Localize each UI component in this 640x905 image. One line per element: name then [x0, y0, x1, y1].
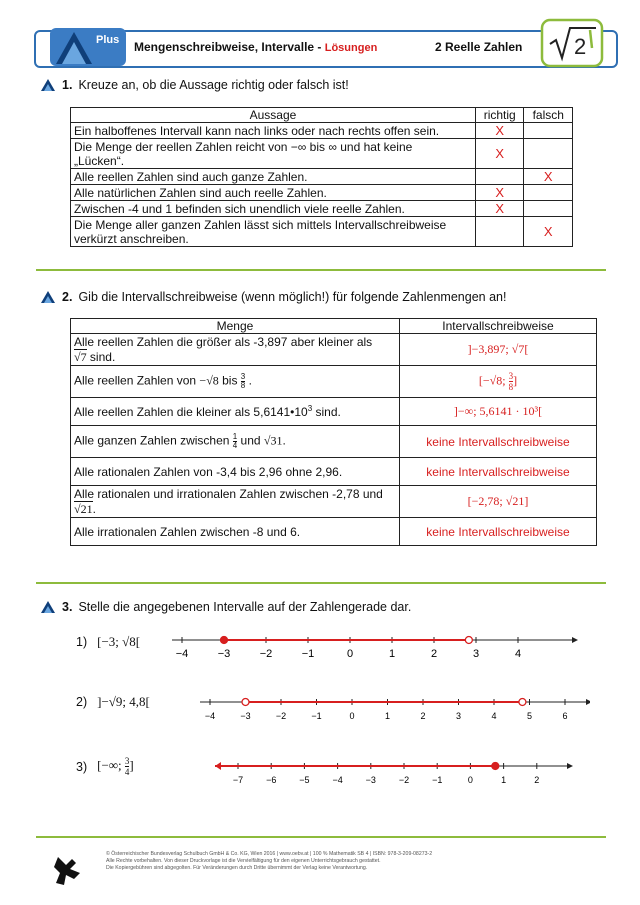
correct-cell[interactable] [475, 169, 524, 185]
tick-label: −4 [204, 711, 216, 721]
interval-text: ]−√9; 4,8[ [97, 694, 150, 709]
table-row [71, 518, 597, 546]
col-header-correct: richtig [475, 108, 524, 123]
set-text: Alle reellen Zahlen die kleiner als 5,6141•10 [74, 405, 308, 419]
table-row [71, 366, 597, 398]
closed-endpoint [492, 763, 499, 770]
set-text: . [92, 501, 96, 516]
exponent: 3 [307, 404, 313, 413]
number-line-1 [170, 628, 580, 668]
triangle-icon [40, 290, 56, 304]
tick-label: 2 [420, 711, 426, 721]
tick-label: −4 [175, 648, 189, 660]
open-endpoint [242, 699, 249, 706]
denominator: 8 [508, 382, 514, 392]
tick-label: −1 [432, 775, 443, 785]
sqrt-badge-icon [540, 18, 606, 68]
interval-text: [−3; √8[ [97, 634, 141, 649]
statement-cell [71, 185, 476, 201]
set-text: sind. [312, 405, 341, 419]
task-number: 2. [62, 290, 73, 304]
interval-answer: keine Intervallschreibweise [400, 518, 597, 546]
interval-answer: ]−3,897; √7[ [400, 334, 597, 366]
sqrt-term: √7 [74, 349, 87, 364]
page-title [134, 40, 377, 54]
item-number: 3) [76, 759, 88, 774]
chapter-title: 2 Reelle Zahlen [435, 40, 523, 54]
statement-text: Ein halboffenes Intervall kann nach links oder nach rechts offen sein. [74, 123, 440, 138]
tick-label: −1 [301, 648, 315, 660]
tick-label: 5 [526, 711, 533, 721]
set-text: . [282, 433, 286, 448]
statement-text: verkürzt anschreiben. [74, 231, 189, 246]
closed-endpoint [221, 637, 228, 644]
item-number: 1) [76, 635, 88, 649]
footer-line: © Österreichischer Bundesverlag Schulbuch GmbH & Co. KG, Wien 2016 | www.oebv.at | 100 % Mathematik SB 4 | ISBN: 978-3-209-08273-2 [106, 851, 433, 857]
set-text: Alle ganzen Zahlen zwischen [74, 433, 233, 448]
tick-label: −3 [240, 711, 251, 721]
numerator: 3 [124, 756, 130, 766]
table-row [71, 458, 597, 486]
table-row [71, 169, 573, 185]
set-text: Alle rationalen und irrationalen Zahlen zwischen -2,78 und [74, 486, 383, 501]
triangle-icon [40, 600, 56, 614]
statement-text: Alle natürlichen Zahlen sind auch reelle Zahlen. [74, 185, 327, 200]
denominator: 4 [124, 767, 130, 777]
sqrt-term: √31 [263, 433, 283, 448]
table-row [71, 185, 573, 201]
set-text: und [237, 433, 264, 448]
interval-answer: ]−∞; 5,6141 · 10³[ [400, 398, 597, 426]
tick-label: −2 [398, 775, 410, 785]
col-header-interval: Intervallschreibweise [400, 319, 597, 334]
denominator: 8 [240, 381, 246, 390]
tick-label: 3 [472, 648, 480, 660]
set-cell: Alle rationalen Zahlen von -3,4 bis 2,96 ohne 2,96. [71, 458, 400, 486]
triangle-icon [40, 78, 56, 92]
set-cell: Alle irrationalen Zahlen zwischen -8 und 6. [71, 518, 400, 546]
statement-text: Die Menge aller ganzen Zahlen lässt sich mittels Intervallschreibweise [74, 217, 447, 232]
sqrt-term: √21 [74, 501, 93, 516]
set-text: Alle reellen Zahlen die größer als -3,897 aber kleiner als [74, 334, 373, 349]
statement-cell [71, 201, 476, 217]
tick-label: 2 [534, 775, 540, 785]
col-header-set: Menge [71, 319, 400, 334]
statement-text: Die Menge der reellen Zahlen reicht von −∞ bis ∞ und hat keine [74, 139, 413, 154]
section-divider [36, 582, 606, 584]
statement-text: Zwischen -4 und 1 befinden sich unendlich viele reelle Zahlen. [74, 201, 405, 216]
tick-label: 0 [346, 648, 354, 660]
section-divider [36, 836, 606, 838]
open-endpoint [519, 699, 526, 706]
set-text: Alle reellen Zahlen von [74, 373, 200, 388]
number-line-2 [190, 690, 590, 730]
item-number: 2) [76, 695, 88, 709]
answer-part: ] [513, 373, 518, 388]
task-instruction: Stelle die angegebenen Intervalle auf der Zahlengerade dar. [78, 600, 412, 614]
task-3-heading [40, 600, 411, 614]
open-endpoint [465, 637, 472, 644]
set-text: sind. [86, 349, 116, 364]
numerator: 3 [240, 372, 246, 381]
tick-label: −7 [232, 775, 244, 785]
statements-table [70, 107, 573, 247]
interval-text [97, 756, 134, 777]
correct-cell[interactable]: X [475, 185, 524, 201]
numerator: 3 [508, 371, 514, 381]
tick-label: −3 [365, 775, 376, 785]
interval-label-1 [76, 634, 140, 650]
statement-cell [71, 139, 476, 169]
tick-label: 0 [467, 775, 473, 785]
interval-answer: [−2,78; √21] [400, 486, 597, 518]
tick-label: 4 [491, 711, 497, 721]
tick-label: −1 [311, 711, 322, 721]
tick-label: −3 [217, 648, 231, 660]
table-row [71, 398, 597, 426]
tick-label: 2 [430, 648, 438, 660]
section-divider [36, 269, 606, 271]
sqrt-term: −√8 [199, 373, 219, 388]
tick-label: −5 [299, 775, 310, 785]
interval-part: [−∞; [97, 757, 125, 773]
tick-label: −2 [275, 711, 287, 721]
statement-cell [71, 217, 476, 247]
footer-text [106, 851, 576, 872]
set-cell [71, 426, 400, 458]
footer-line: Alle Rechte vorbehalten. Von dieser Druckvorlage ist die Vervielfältigung für den eigenen Unterrichtsgebrauch gestattet. [106, 858, 381, 864]
correct-cell[interactable]: X [475, 201, 524, 217]
set-cell [71, 366, 400, 398]
correct-cell[interactable] [475, 217, 524, 247]
tick-label: −4 [332, 775, 343, 785]
svg-text:2: 2 [574, 34, 587, 59]
set-text: bis [218, 373, 241, 388]
correct-cell[interactable]: X [475, 123, 524, 139]
answer-part: [−√8; [478, 373, 509, 388]
wrong-cell[interactable] [524, 185, 573, 201]
statement-cell [71, 123, 476, 139]
wrong-cell[interactable] [524, 201, 573, 217]
interval-answer [400, 366, 597, 398]
table-row [71, 486, 597, 518]
tick-label: 4 [514, 648, 522, 660]
table-row [71, 426, 597, 458]
footer-line: Die Kopiergebühren sind abgegolten. Für Veränderungen durch Dritte übernimmt der Verlag keine Verantwortung. [106, 865, 368, 871]
numerator: 1 [232, 432, 238, 441]
axis-arrow [567, 763, 573, 769]
table-row [71, 334, 597, 366]
statement-text: „Lücken“. [74, 153, 125, 168]
solutions-label: Lösungen [324, 42, 378, 54]
task-instruction: Kreuze an, ob die Aussage richtig oder falsch ist! [78, 78, 349, 92]
interval-part: ] [129, 757, 134, 773]
table-row [71, 139, 573, 169]
interval-label-3 [76, 756, 134, 777]
set-cell [71, 486, 400, 518]
col-header-wrong: falsch [524, 108, 573, 123]
wrong-cell[interactable] [524, 139, 573, 169]
task-1-heading [40, 78, 349, 92]
denominator: 4 [232, 441, 238, 450]
task-number: 1. [62, 78, 73, 92]
number-line-3 [205, 752, 575, 792]
correct-cell[interactable]: X [475, 139, 524, 169]
tick-label: 3 [455, 711, 462, 721]
tick-label: 1 [384, 711, 391, 721]
intervals-table [70, 318, 597, 546]
plus-logo [48, 24, 128, 70]
table-row [71, 123, 573, 139]
logo-text: Plus [96, 34, 120, 46]
interval-label-2 [76, 694, 150, 710]
tick-label: −6 [266, 775, 277, 785]
tick-label: 0 [349, 711, 355, 721]
col-header-statement: Aussage [71, 108, 476, 123]
statement-text: Alle reellen Zahlen sind auch ganze Zahlen. [74, 169, 308, 184]
statement-cell [71, 169, 476, 185]
set-text: . [245, 373, 252, 388]
tick-label: −2 [259, 648, 273, 660]
task-2-heading [40, 290, 506, 304]
wrong-cell[interactable]: X [524, 169, 573, 185]
axis-arrow [586, 699, 590, 705]
table-row [71, 217, 573, 247]
infinity-arrow [215, 762, 221, 770]
table-row [71, 201, 573, 217]
wrong-cell[interactable] [524, 123, 573, 139]
publisher-logo-icon [52, 855, 82, 887]
set-cell [71, 334, 400, 366]
wrong-cell[interactable]: X [524, 217, 573, 247]
title-text: Mengenschreibweise, Intervalle - [134, 40, 325, 54]
axis-arrow [572, 637, 578, 643]
interval-answer: keine Intervallschreibweise [400, 426, 597, 458]
set-cell [71, 398, 400, 426]
interval-answer: keine Intervallschreibweise [400, 458, 597, 486]
task-number: 3. [62, 600, 73, 614]
task-instruction: Gib die Intervallschreibweise (wenn möglich!) für folgende Zahlenmengen an! [78, 290, 507, 304]
tick-label: 1 [501, 775, 507, 785]
tick-label: 1 [388, 648, 396, 660]
tick-label: 6 [562, 711, 568, 721]
